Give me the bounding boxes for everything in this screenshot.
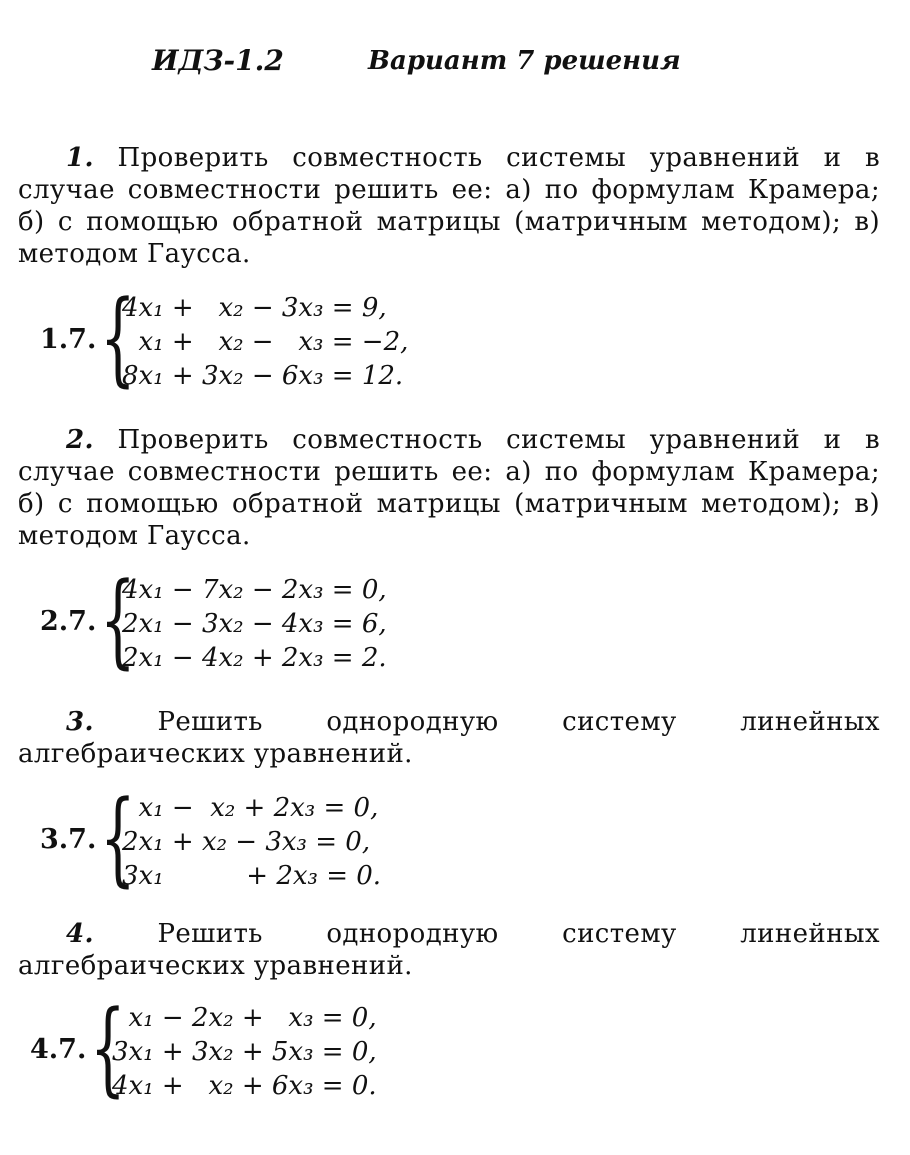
system-label: 2.7. bbox=[40, 606, 97, 637]
task-text: Решить однородную систему линейных алгебраических уравнений. bbox=[18, 919, 880, 981]
task-number: 4. bbox=[66, 919, 94, 949]
system-label: 1.7. bbox=[40, 324, 97, 355]
left-brace: { bbox=[100, 561, 136, 680]
task-4-statement bbox=[18, 918, 880, 982]
equation-row: 3x₁ + 3x₂ + 5x₃ = 0, bbox=[112, 1037, 377, 1067]
assignment-code: ИДЗ-1.2 bbox=[152, 44, 284, 77]
task-3-statement bbox=[18, 706, 880, 770]
task-text: Решить однородную систему линейных алгебраических уравнений. bbox=[18, 707, 880, 769]
task-1-statement bbox=[18, 142, 880, 270]
task-text: Проверить совместность системы уравнений и в случае совместности решить ее: а) по формулам Крамера; б) с помощью обратной матрицы (матричным методом); в) методом Гаусса. bbox=[18, 143, 880, 269]
page-header bbox=[152, 40, 852, 84]
left-brace: { bbox=[90, 989, 126, 1108]
task-number: 2. bbox=[66, 425, 94, 455]
equation-row: 4x₁ − 7x₂ − 2x₃ = 0, bbox=[122, 575, 387, 605]
task-2-statement bbox=[18, 424, 880, 552]
equation-row: 2x₁ + x₂ − 3x₃ = 0, bbox=[122, 827, 371, 857]
variant-title: Вариант 7 решения bbox=[368, 46, 681, 76]
equation-row: x₁ + x₂ − x₃ = −2, bbox=[122, 327, 409, 357]
equation-row: 2x₁ − 4x₂ + 2x₃ = 2. bbox=[122, 643, 387, 673]
task-number: 1. bbox=[66, 143, 94, 173]
task-text: Проверить совместность системы уравнений и в случае совместности решить ее: а) по формулам Крамера; б) с помощью обратной матрицы (матричным методом); в) методом Гаусса. bbox=[18, 425, 880, 551]
system-1-7 bbox=[40, 279, 540, 400]
equation-row: 2x₁ − 3x₂ − 4x₃ = 6, bbox=[122, 609, 387, 639]
task-number: 3. bbox=[66, 707, 94, 737]
system-2-7 bbox=[40, 561, 540, 682]
equation-row: x₁ − 2x₂ + x₃ = 0, bbox=[112, 1003, 377, 1033]
equation-row: 4x₁ + x₂ + 6x₃ = 0. bbox=[112, 1071, 377, 1101]
system-label: 4.7. bbox=[30, 1034, 87, 1065]
equation-row: 4x₁ + x₂ − 3x₃ = 9, bbox=[122, 293, 387, 323]
system-4-7 bbox=[30, 989, 530, 1110]
equation-row: 3x₁ + 2x₃ = 0. bbox=[122, 861, 382, 891]
equation-row: 8x₁ + 3x₂ − 6x₃ = 12. bbox=[122, 361, 404, 391]
left-brace: { bbox=[100, 779, 136, 898]
left-brace: { bbox=[100, 279, 136, 398]
system-3-7 bbox=[40, 779, 540, 900]
system-label: 3.7. bbox=[40, 824, 97, 855]
equation-row: x₁ − x₂ + 2x₃ = 0, bbox=[122, 793, 379, 823]
